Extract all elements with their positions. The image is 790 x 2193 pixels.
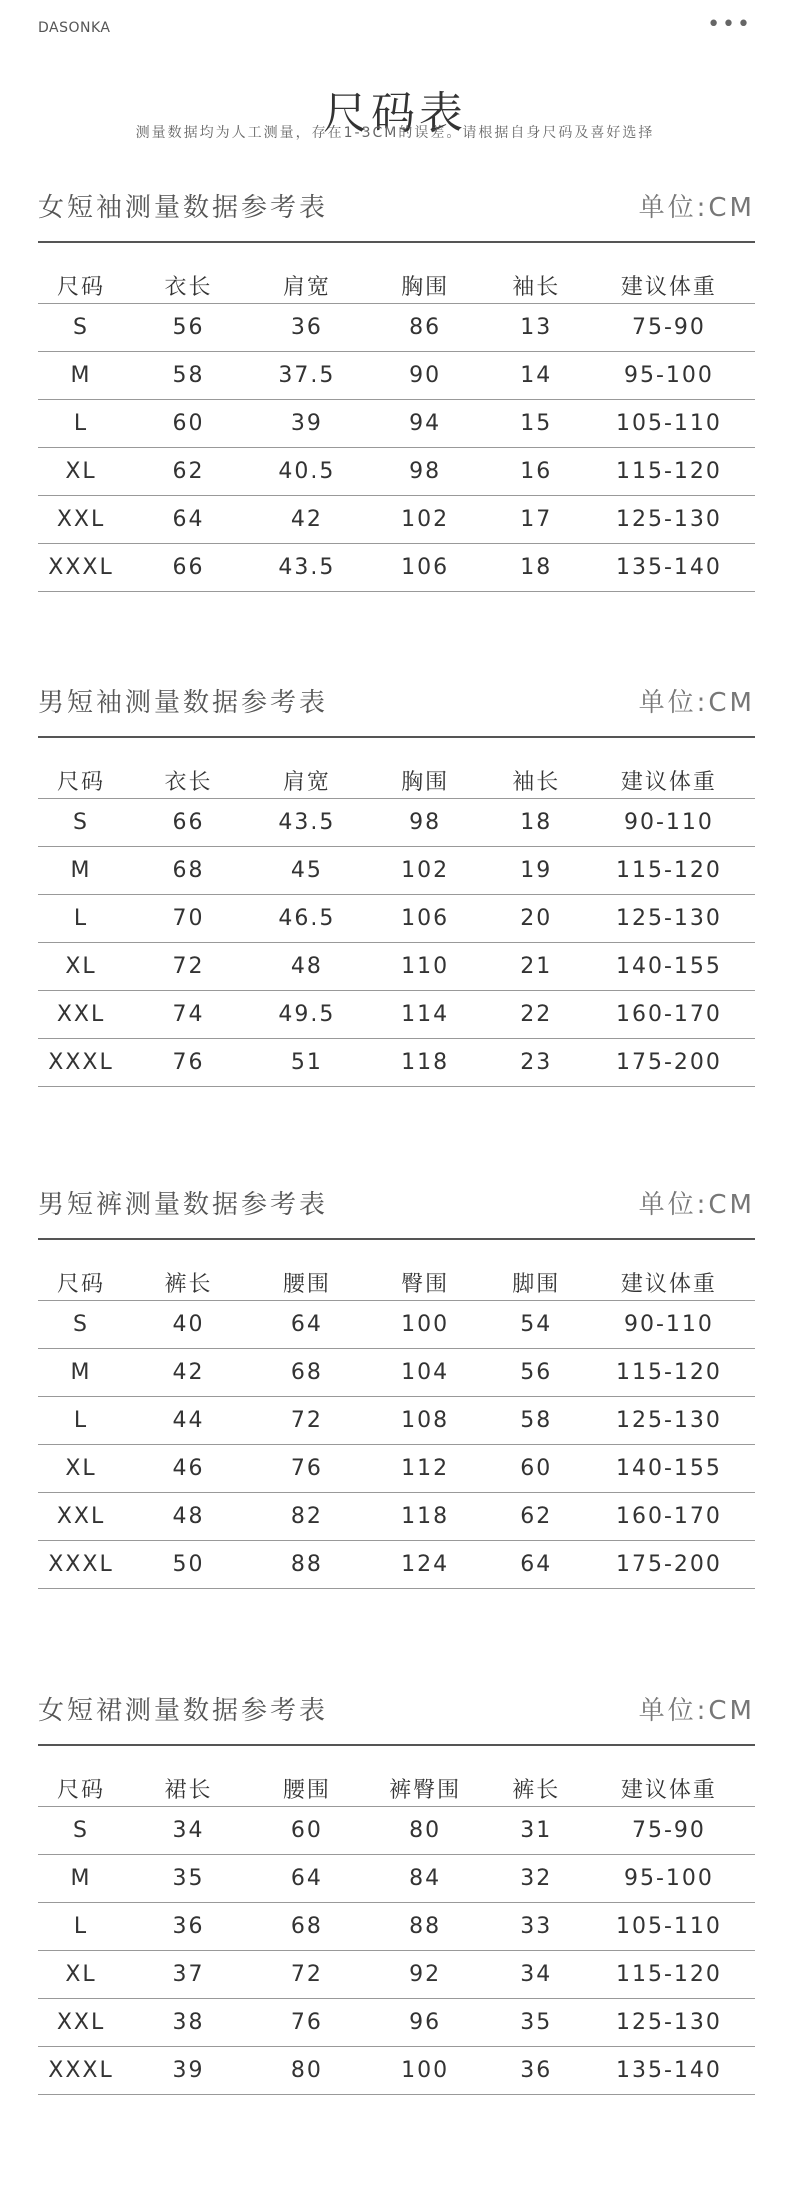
table-row [38,448,755,496]
column-header: 尺码 [38,1770,124,1807]
table-row [38,1951,755,1999]
table-header-row [38,762,755,799]
table-cell: XL [38,943,124,991]
brand-name: DASONKA [38,20,111,36]
table-cell: 95-100 [583,352,755,400]
table-cell: XL [38,448,124,496]
table-cell: L [38,895,124,943]
table-cell: 75-90 [583,304,755,352]
table-cell: 31 [490,1807,583,1855]
table-cell: XXXL [38,2047,124,2095]
column-header: 建议体重 [583,1770,755,1807]
table-cell: 160-170 [583,991,755,1039]
column-header: 腰围 [253,1264,361,1301]
table-cell: XXL [38,991,124,1039]
column-header: 袖长 [490,762,583,799]
table-cell: 64 [490,1541,583,1589]
table-cell: 104 [361,1349,490,1397]
page-title: 尺码表 [323,88,467,140]
table-cell: 105-110 [583,1903,755,1951]
table-cell: 54 [490,1301,583,1349]
table-cell: XXL [38,1999,124,2047]
column-header: 肩宽 [253,762,361,799]
table-cell: 88 [361,1903,490,1951]
table-cell: 135-140 [583,544,755,592]
section-divider [38,736,755,738]
table-cell: 34 [124,1807,253,1855]
size-section-men-shorts [38,1182,755,1589]
table-cell: 36 [124,1903,253,1951]
table-cell: 125-130 [583,1397,755,1445]
table-cell: 102 [361,847,490,895]
size-section-women-tshirt [38,185,755,592]
table-cell: 66 [124,799,253,847]
table-cell: 35 [124,1855,253,1903]
table-row [38,943,755,991]
table-cell: 115-120 [583,448,755,496]
table-cell: M [38,1349,124,1397]
table-row [38,799,755,847]
table-cell: 80 [253,2047,361,2095]
section-header [38,185,755,229]
table-cell: 110 [361,943,490,991]
table-cell: 14 [490,352,583,400]
table-cell: XXXL [38,1039,124,1087]
table-cell: 90-110 [583,799,755,847]
table-row [38,400,755,448]
table-cell: 56 [490,1349,583,1397]
table-row [38,1397,755,1445]
table-cell: 35 [490,1999,583,2047]
table-cell: 114 [361,991,490,1039]
table-row [38,1999,755,2047]
table-cell: 70 [124,895,253,943]
table-cell: 64 [253,1301,361,1349]
table-cell: 23 [490,1039,583,1087]
table-row [38,1855,755,1903]
section-title: 男短袖测量数据参考表 [38,688,329,718]
table-cell: 33 [490,1903,583,1951]
table-row [38,895,755,943]
table-cell: 106 [361,895,490,943]
table-cell: M [38,847,124,895]
table-cell: XXXL [38,544,124,592]
table-cell: 115-120 [583,1951,755,1999]
table-cell: XL [38,1445,124,1493]
unit-label: 单位:CM [638,1696,755,1726]
table-cell: 80 [361,1807,490,1855]
column-header: 尺码 [38,762,124,799]
table-row [38,496,755,544]
table-cell: 84 [361,1855,490,1903]
section-title: 女短裙测量数据参考表 [38,1696,329,1726]
table-cell: 58 [490,1397,583,1445]
table-cell: 46 [124,1445,253,1493]
table-cell: 37 [124,1951,253,1999]
table-cell: 94 [361,400,490,448]
table-cell: 42 [124,1349,253,1397]
unit-label: 单位:CM [638,193,755,223]
column-header: 尺码 [38,267,124,304]
table-cell: 34 [490,1951,583,1999]
table-cell: 68 [253,1903,361,1951]
section-header [38,680,755,724]
column-header: 裤长 [124,1264,253,1301]
table-cell: 32 [490,1855,583,1903]
table-cell: 106 [361,544,490,592]
table-cell: 72 [253,1397,361,1445]
table-cell: L [38,1397,124,1445]
table-cell: 38 [124,1999,253,2047]
column-header: 衣长 [124,267,253,304]
table-cell: 108 [361,1397,490,1445]
table-header-row [38,267,755,304]
table-row [38,847,755,895]
table-cell: 60 [253,1807,361,1855]
table-cell: 125-130 [583,496,755,544]
table-cell: 20 [490,895,583,943]
table-cell: 51 [253,1039,361,1087]
column-header: 臀围 [361,1264,490,1301]
table-row [38,304,755,352]
table-cell: S [38,1301,124,1349]
table-cell: 43.5 [253,544,361,592]
unit-label: 单位:CM [638,1190,755,1220]
table-cell: 62 [490,1493,583,1541]
table-cell: 64 [124,496,253,544]
section-divider [38,1744,755,1746]
table-cell: S [38,799,124,847]
table-cell: 86 [361,304,490,352]
column-header: 袖长 [490,267,583,304]
table-cell: 175-200 [583,1039,755,1087]
table-cell: 36 [253,304,361,352]
size-section-women-skirt [38,1688,755,2095]
table-cell: L [38,1903,124,1951]
table-cell: 118 [361,1493,490,1541]
table-cell: 100 [361,2047,490,2095]
table-cell: 16 [490,448,583,496]
table-cell: 64 [253,1855,361,1903]
table-cell: 135-140 [583,2047,755,2095]
table-cell: 125-130 [583,895,755,943]
table-row [38,1039,755,1087]
table-cell: 68 [124,847,253,895]
table-cell: 100 [361,1301,490,1349]
table-row [38,1541,755,1589]
table-cell: 82 [253,1493,361,1541]
table-cell: 43.5 [253,799,361,847]
table-row [38,544,755,592]
table-cell: M [38,1855,124,1903]
table-cell: 160-170 [583,1493,755,1541]
table-row [38,2047,755,2095]
table-cell: 92 [361,1951,490,1999]
section-title: 男短裤测量数据参考表 [38,1190,329,1220]
page-subtitle: 测量数据均为人工测量，存在1-3CM的误差。请根据自身尺码及喜好选择 [135,125,655,141]
table-cell: 76 [253,1445,361,1493]
table-cell: 60 [124,400,253,448]
table-cell: 42 [253,496,361,544]
table-cell: S [38,304,124,352]
table-cell: 18 [490,544,583,592]
table-row [38,352,755,400]
table-row [38,1807,755,1855]
table-row [38,1493,755,1541]
column-header: 建议体重 [583,267,755,304]
table-cell: XXL [38,496,124,544]
table-cell: 112 [361,1445,490,1493]
table-cell: 115-120 [583,847,755,895]
table-row [38,1349,755,1397]
column-header: 尺码 [38,1264,124,1301]
table-cell: 56 [124,304,253,352]
section-divider [38,1238,755,1240]
table-cell: 98 [361,799,490,847]
table-cell: 19 [490,847,583,895]
table-row [38,1301,755,1349]
table-cell: 40.5 [253,448,361,496]
table-row [38,1445,755,1493]
column-header: 胸围 [361,267,490,304]
section-header [38,1182,755,1226]
table-cell: 102 [361,496,490,544]
table-cell: 72 [253,1951,361,1999]
table-cell: 45 [253,847,361,895]
size-section-men-tshirt [38,680,755,1087]
table-cell: 72 [124,943,253,991]
table-cell: 39 [253,400,361,448]
column-header: 胸围 [361,762,490,799]
table-cell: 22 [490,991,583,1039]
table-cell: 98 [361,448,490,496]
table-cell: 49.5 [253,991,361,1039]
column-header: 裤长 [490,1770,583,1807]
table-cell: 36 [490,2047,583,2095]
table-cell: 50 [124,1541,253,1589]
section-divider [38,241,755,243]
table-cell: 48 [124,1493,253,1541]
table-cell: 88 [253,1541,361,1589]
table-cell: 175-200 [583,1541,755,1589]
table-cell: 105-110 [583,400,755,448]
table-cell: 44 [124,1397,253,1445]
table-cell: 15 [490,400,583,448]
table-cell: 17 [490,496,583,544]
table-cell: 115-120 [583,1349,755,1397]
table-row [38,1903,755,1951]
table-cell: M [38,352,124,400]
table-cell: 124 [361,1541,490,1589]
table-row [38,991,755,1039]
column-header: 裤臀围 [361,1770,490,1807]
table-cell: 76 [253,1999,361,2047]
table-cell: 125-130 [583,1999,755,2047]
size-table [38,762,755,1087]
column-header: 肩宽 [253,267,361,304]
table-cell: 46.5 [253,895,361,943]
unit-label: 单位:CM [638,688,755,718]
table-cell: 48 [253,943,361,991]
section-title: 女短袖测量数据参考表 [38,193,329,223]
table-cell: S [38,1807,124,1855]
table-cell: 75-90 [583,1807,755,1855]
table-cell: 140-155 [583,1445,755,1493]
table-header-row [38,1264,755,1301]
column-header: 裙长 [124,1770,253,1807]
table-cell: 76 [124,1039,253,1087]
column-header: 衣长 [124,762,253,799]
column-header: 腰围 [253,1770,361,1807]
size-table [38,1264,755,1589]
table-cell: 118 [361,1039,490,1087]
column-header: 建议体重 [583,1264,755,1301]
column-header: 建议体重 [583,762,755,799]
table-cell: 60 [490,1445,583,1493]
table-cell: 62 [124,448,253,496]
table-cell: 95-100 [583,1855,755,1903]
size-table [38,1770,755,2095]
table-cell: 58 [124,352,253,400]
table-cell: 18 [490,799,583,847]
table-cell: 66 [124,544,253,592]
table-cell: 140-155 [583,943,755,991]
table-cell: 21 [490,943,583,991]
table-cell: 90-110 [583,1301,755,1349]
table-cell: 40 [124,1301,253,1349]
table-cell: L [38,400,124,448]
table-cell: 96 [361,1999,490,2047]
table-cell: XL [38,1951,124,1999]
table-cell: 90 [361,352,490,400]
table-header-row [38,1770,755,1807]
more-dots-icon[interactable]: ••• [707,12,752,37]
table-cell: 13 [490,304,583,352]
table-cell: 74 [124,991,253,1039]
table-cell: XXXL [38,1541,124,1589]
table-cell: XXL [38,1493,124,1541]
table-cell: 37.5 [253,352,361,400]
size-table [38,267,755,592]
table-cell: 39 [124,2047,253,2095]
table-cell: 68 [253,1349,361,1397]
section-header [38,1688,755,1732]
column-header: 脚围 [490,1264,583,1301]
